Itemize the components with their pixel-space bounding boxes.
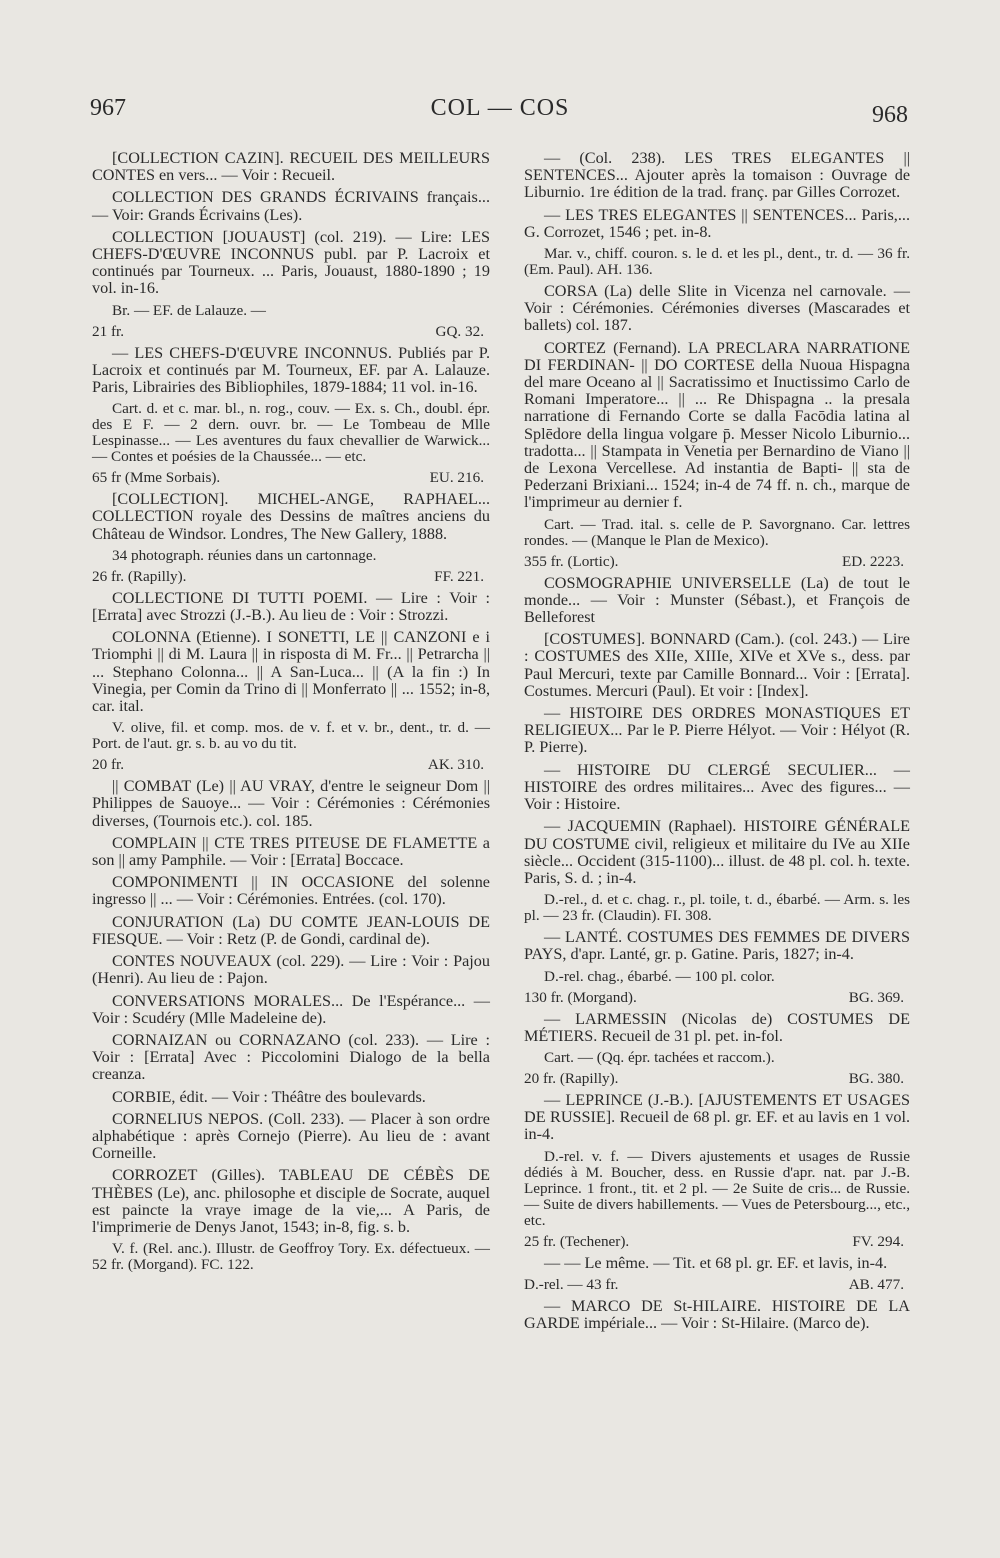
left-column — [92, 150, 490, 1278]
catalog-entry: CONJURATION (La) DU COMTE JEAN-LOUIS DE FIESQUE. — Voir : Retz (P. de Gondi, cardinal de). — [92, 912, 490, 948]
catalog-entry: COLLECTIONE DI TUTTI POEMI. — Lire : Voir : [Errata] avec Strozzi (J.-B.). Au lieu de : Voir : Strozzi. — [92, 588, 490, 625]
entry-note: Cart. — Trad. ital. s. celle de P. Savorgnano. Car. lettres rondes. — (Manque le Plan de Mexico). — [524, 515, 910, 549]
left-page-number: 967 — [90, 95, 126, 121]
catalog-ref: BG. 369. — [848, 988, 904, 1006]
catalog-entry: COLONNA (Etienne). I SONETTI, LE || CANZONI e i Triomphi || di M. Laura || in risposta di M. Fr... || Petrarcha || ... Stephano Colonna... || A San-Luca... || (A la fin :) In Vinegia, per Comin da Trino di || Monferrato || ... 1552; in-8, car. ital. — [92, 628, 490, 716]
catalog-ref: AK. 310. — [427, 756, 484, 774]
entry-note: V. f. (Rel. anc.). Illustr. de Geoffroy Tory. Ex. défectueux. — 52 fr. (Morgand). FC. 122. — [92, 1240, 490, 1274]
catalog-entry: CORTEZ (Fernand). LA PRECLARA NARRATIONE DI FERDINAN- || DO CORTESE della Nuoua Hispagna del mare Oceano al || Sacratissimo et Inuctissimo Carlo de Romani Imperatore... || ... Re Dhispagna .. la presala narratione di Fernando Corte se dalla Facōdia latina al Splēdore della lingua volgare p̄. Messer Nicolo Liburnio... tradotta... || Stampata in Venetia per Bernardino de Viano || de Lexona Vercellese. Ad instantia de Bapti- || sta de Pederzani Brixiani... 1524; in-4 de 74 ff. n. ch., marque de l'imprimeur au dernier f. — [524, 338, 910, 512]
price-line — [524, 1234, 910, 1250]
running-header — [0, 95, 1000, 128]
catalog-entry: — LES CHEFS-D'ŒUVRE INCONNUS. Publiés par P. Lacroix et continués par M. Tourneux, EF. par A. Lalauze. Paris, Librairies des Bibliophiles, 1879-1884; 11 vol. in-16. — [92, 343, 490, 397]
price-line — [92, 324, 490, 340]
catalog-entry: — LARMESSIN (Nicolas de) COSTUMES DE MÉTIERS. Recueil de 31 pl. pet. in-fol. — [524, 1009, 910, 1045]
catalog-ref: GQ. 32. — [435, 322, 484, 340]
catalog-entry: [COSTUMES]. BONNARD (Cam.). (col. 243.) — Lire : COSTUMES des XIIe, XIIIe, XIVe et XVe s., dess. par Paul Mercuri, texte par Camille Bonnard... Voir : [Errata]. Costumes. Mercuri (Paul). Et voir : [Index]. — [524, 630, 910, 700]
catalog-entry: [COLLECTION]. MICHEL-ANGE, RAPHAEL... COLLECTION royale des Dessins de maîtres anciens du Château de Windsor. Londres, The New Gallery, 1888. — [92, 490, 490, 543]
price-text: 21 fr. — [92, 322, 125, 340]
catalog-entry: COLLECTION [JOUAUST] (col. 219). — Lire: LES CHEFS-D'ŒUVRE INCONNUS publ. par P. Lacroix et continués par Tourneux. ... Paris, Jouaust, 1880-1890 ; 19 vol. in-16. — [92, 227, 490, 298]
price-line — [524, 554, 910, 570]
catalog-entry: — HISTOIRE DU CLERGÉ SECULIER... — HISTOIRE des ordres militaires... Avec des figures... — Voir : Histoire. — [524, 760, 910, 814]
entry-note: D.-rel. v. f. — Divers ajustements et usages de Russie dédiés à M. Boucher, dess. en Russie d'apr. nat. par J.-B. Leprince. 1 front., tit. et 2 pl. — 2e Suite de cris... de Russie. — Suite de divers habillements. — Vues de Petersbourg..., etc., etc. — [524, 1147, 910, 1229]
catalog-ref: FF. 221. — [434, 567, 484, 585]
catalog-entry: — MARCO DE St-HILAIRE. HISTOIRE DE LA GARDE impériale... — Voir : St-Hilaire. (Marco de). — [524, 1296, 910, 1332]
catalog-entry: CORNAIZAN ou CORNAZANO (col. 233). — Lire : Voir : [Errata] Avec : Piccolomini Dialogo de la bella creanza. — [92, 1030, 490, 1084]
catalog-entry: CONVERSATIONS MORALES... De l'Espérance... — Voir : Scudéry (Mlle Madeleine de). — [92, 991, 490, 1027]
entry-note: Mar. v., chiff. couron. s. le d. et les pl., dent., tr. d. — 36 fr. (Em. Paul). AH. 136. — [524, 245, 910, 279]
price-text: 65 fr (Mme Sorbais). — [92, 469, 221, 487]
right-column — [524, 150, 910, 1337]
price-line — [92, 569, 490, 585]
entry-note: V. olive, fil. et comp. mos. de v. f. et v. br., dent., tr. d. — Port. de l'aut. gr. s. b. au vo du tit. — [92, 719, 490, 753]
price-text: 25 fr. (Techener). — [524, 1232, 630, 1250]
catalog-ref: EU. 216. — [429, 469, 484, 487]
catalog-entry: CORSA (La) delle Slite in Vicenza nel carnovale. — Voir : Cérémonies. Cérémonies diverses (Mascarades et ballets) col. 187. — [524, 282, 910, 335]
catalog-entry: COLLECTION DES GRANDS ÉCRIVAINS français... — Voir: Grands Écrivains (Les). — [92, 188, 490, 224]
entry-note: D.-rel. chag., ébarbé. — 100 pl. color. — [544, 967, 775, 985]
catalog-entry: — (Col. 238). LES TRES ELEGANTES || SENTENCES... Ajouter après la tomaison : Ouvrage de Liburnio. 1re édition de la trad. franç. par Gilles Corrozet. — [524, 149, 910, 202]
catalog-entry: COSMOGRAPHIE UNIVERSELLE (La) de tout le monde... — Voir : Munster (Sébast.), et François de Belleforest — [524, 573, 910, 627]
catalog-entry: COMPONIMENTI || IN OCCASIONE del solenne ingresso || ... — Voir : Cérémonies. Entrées. (col. 170). — [92, 873, 490, 909]
catalog-entry: COMPLAIN || CTE TRES PITEUSE DE FLAMETTE a son || amy Pamphile. — Voir : [Errata] Boccace. — [92, 833, 490, 870]
catalog-entry: — LES TRES ELEGANTES || SENTENCES... Paris,... G. Corrozet, 1546 ; pet. in-8. — [524, 205, 910, 241]
price-line — [92, 757, 490, 773]
entry-note: D.-rel., d. et c. chag. r., pl. toile, t. d., ébarbé. — Arm. s. les pl. — 23 fr. (Claudin). FI. 308. — [524, 891, 910, 925]
catalog-entry: — HISTOIRE DES ORDRES MONASTIQUES ET RELIGIEUX... Par le P. Pierre Hélyot. — Voir : Hélyot (R. P. Pierre). — [524, 704, 910, 757]
catalog-entry: — LANTÉ. COSTUMES DES FEMMES DE DIVERS PAYS, d'apr. Lanté, gr. p. Gatine. Paris, 1827; in-4. — [524, 928, 910, 964]
price-line — [92, 470, 490, 486]
right-page-number: 968 — [872, 102, 908, 128]
catalog-entry: [COLLECTION CAZIN]. RECUEIL DES MEILLEURS CONTES en vers... — Voir : Recueil. — [92, 149, 490, 185]
catalog-entry: CORNELIUS NEPOS. (Coll. 233). — Placer à son ordre alphabétique : après Cornejo (Pierre). Au lieu de : avant Corneille. — [92, 1109, 490, 1163]
catalog-entry: — JACQUEMIN (Raphael). HISTOIRE GÉNÉRALE DU COSTUME civil, religieux et militaire du IVe au XIIe siècle... Occident (315-1100)... illust. de 48 pl. col. h. texte. Paris, S. d. ; in-4. — [524, 817, 910, 887]
catalog-entry: CORBIE, édit. — Voir : Théâtre des boulevards. — [112, 1087, 426, 1106]
catalog-entry: || COMBAT (Le) || AU VRAY, d'entre le seigneur Dom || Philippes de Sauoye... — Voir : Cérémonies : Cérémonies diverses, (Tournois etc.). col. 185. — [92, 777, 490, 830]
price-text: 20 fr. — [92, 756, 125, 774]
entry-note: Cart. d. et c. mar. bl., n. rog., couv. — Ex. s. Ch., doubl. épr. des E F. — 2 dern. ouvr. br. — Le Tombeau de Mlle Lespinasse... — Les aventures du faux chevallier de Warwick... — Contes et poésies de la Chaussée... — etc. — [92, 400, 490, 466]
price-line — [524, 1071, 910, 1087]
price-line — [524, 1277, 910, 1293]
entry-note: 34 photograph. réunies dans un cartonnage. — [112, 546, 377, 564]
price-text: D.-rel. — 43 fr. — [524, 1275, 619, 1293]
catalog-entry: CORROZET (Gilles). TABLEAU DE CÉBÈS DE THÈBES (Le), anc. philosophe et disciple de Socrate, auquel est paincte la vraye image de la vie,... A Paris, de l'imprimerie de Denys Janot, 1543; in-8, fig. s. b. — [92, 1166, 490, 1236]
price-text: 130 fr. (Morgand). — [524, 988, 637, 1006]
catalog-entry: CONTES NOUVEAUX (col. 229). — Lire : Voir : Pajou (Henri). Au lieu de : Pajon. — [92, 952, 490, 988]
price-text: 20 fr. (Rapilly). — [524, 1069, 619, 1087]
running-title: COL — COS — [430, 95, 570, 121]
entry-note: Br. — EF. de Lalauze. — — [112, 301, 266, 319]
entry-note: Cart. — (Qq. épr. tachées et raccom.). — [544, 1048, 775, 1066]
catalog-ref: BG. 380. — [848, 1069, 904, 1087]
catalog-ref: ED. 2223. — [841, 552, 904, 570]
catalog-ref: AB. 477. — [848, 1275, 904, 1293]
price-text: 355 fr. (Lortic). — [524, 552, 619, 570]
catalog-entry: — — Le même. — Tit. et 68 pl. gr. EF. et lavis, in-4. — [544, 1253, 888, 1272]
price-line — [524, 990, 910, 1006]
catalog-ref: FV. 294. — [852, 1232, 904, 1250]
price-text: 26 fr. (Rapilly). — [92, 567, 187, 585]
catalog-entry: — LEPRINCE (J.-B.). [AJUSTEMENTS ET USAGES DE RUSSIE]. Recueil de 68 pl. gr. EF. et au lavis en 1 vol. in-4. — [524, 1090, 910, 1144]
